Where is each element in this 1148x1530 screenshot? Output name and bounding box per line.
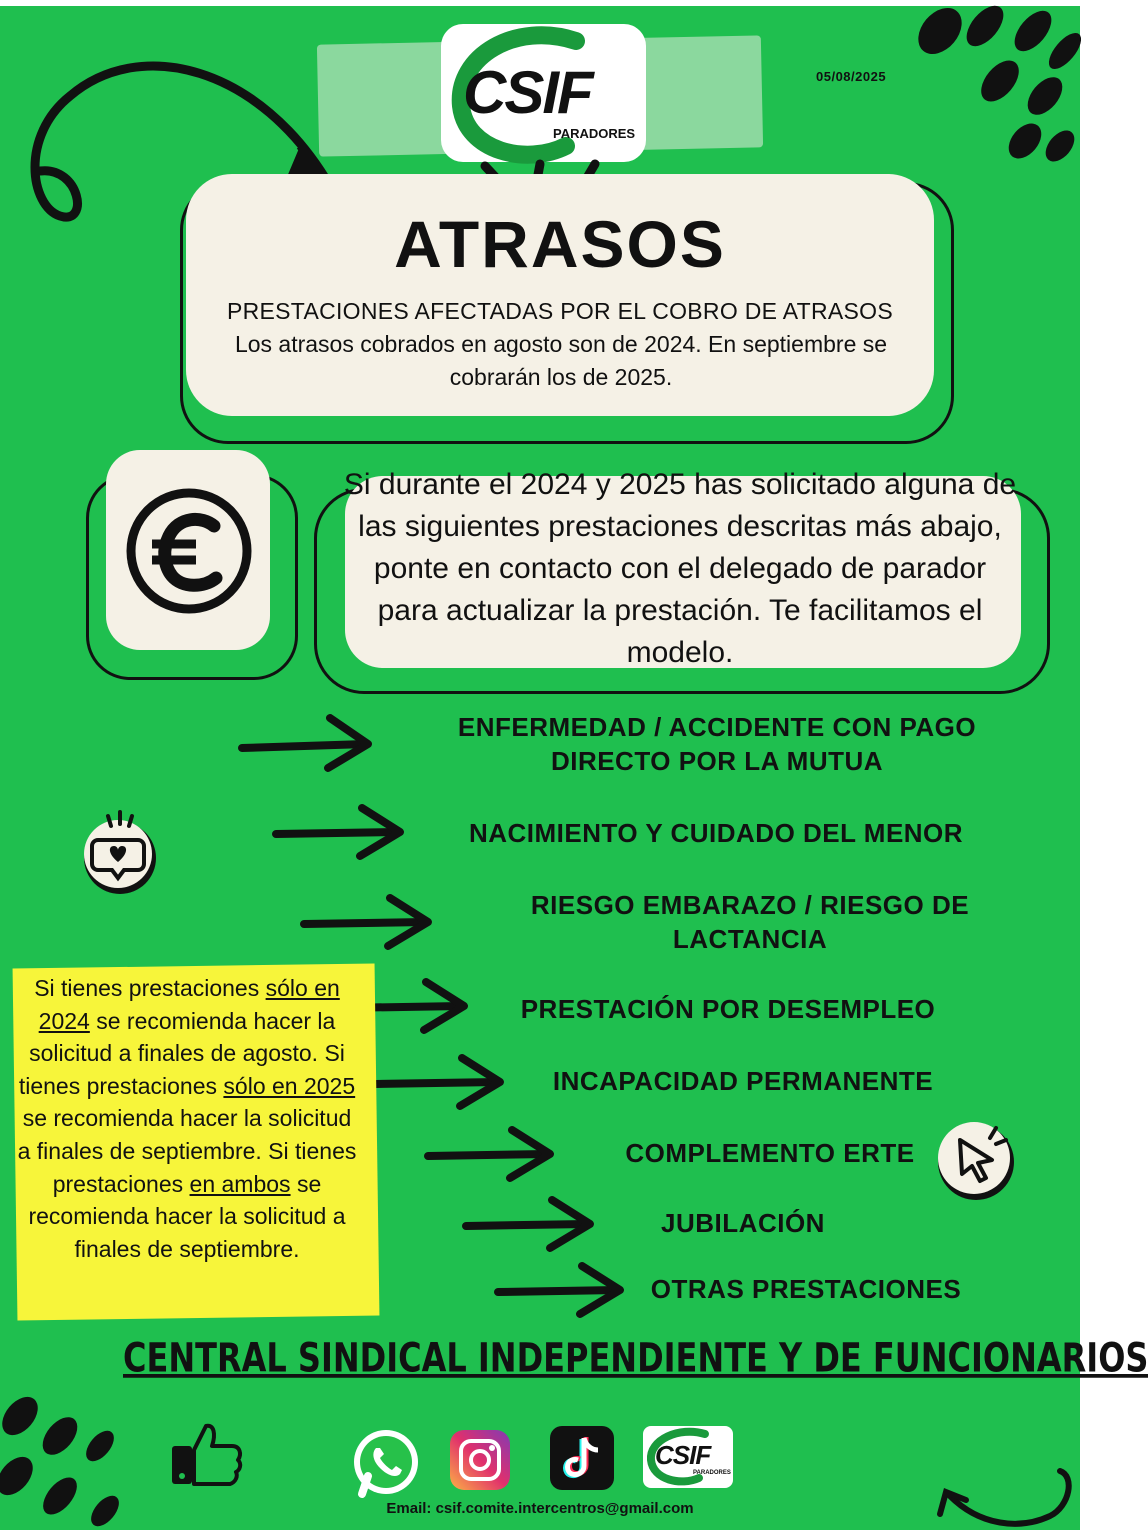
arrow-icon xyxy=(304,898,428,946)
benefit-item: COMPLEMENTO ERTE xyxy=(625,1138,915,1168)
whatsapp-icon[interactable] xyxy=(350,1428,422,1500)
cursor-click-icon xyxy=(930,1110,1022,1204)
benefit-item: NACIMIENTO Y CUIDADO DEL MENOR xyxy=(468,818,964,848)
small-logo-subtitle: PARADORES xyxy=(693,1470,731,1476)
info-text: Si durante el 2024 y 2025 has solicitado alguna de las siguientes prestaciones descritas más abajo, ponte en contacto con el delegado de parador para actualizar la prestación. Te facilitamos el modelo. xyxy=(343,468,1017,669)
benefit-item: PRESTACIÓN POR DESEMPLEO xyxy=(520,994,936,1024)
organization-name: CENTRAL SINDICAL INDEPENDIENTE Y DE FUNCIONARIOS xyxy=(123,1334,1148,1382)
benefit-item: JUBILACIÓN xyxy=(661,1208,825,1238)
arrow-icon xyxy=(498,1266,620,1314)
benefit-item: RIESGO EMBARAZO / RIESGO DE LACTANCIA xyxy=(530,890,970,954)
arrow-icon xyxy=(242,718,368,768)
benefit-item: ENFERMEDAD / ACCIDENTE CON PAGO DIRECTO POR LA MUTUA xyxy=(457,712,977,776)
tiktok-icon[interactable] xyxy=(550,1426,614,1490)
arrow-icon xyxy=(276,808,400,856)
sticky-note-text: Si tienes prestaciones sólo en 2024 se recomienda hacer la solicitud a finales de agosto. Si tienes prestaciones sólo en 2025 se recomienda hacer la solicitud a finales de septiembre. Si tienes prestaciones en ambos se recomienda hacer la solicitud a finales de septiembre. xyxy=(17,975,357,1262)
date: 05/08/2025 xyxy=(816,69,887,84)
poster xyxy=(0,6,1148,1530)
arrow-icon xyxy=(428,1130,550,1178)
facebook-like-icon[interactable] xyxy=(166,1420,246,1490)
small-logo-text: CSIF xyxy=(655,1440,711,1470)
heart-chat-icon xyxy=(78,806,164,898)
page-subtitle: PRESTACIONES AFECTADAS POR EL COBRO DE ATRASOS xyxy=(226,298,894,324)
logo-subtitle: PARADORES xyxy=(553,126,636,141)
page-title: ATRASOS xyxy=(394,207,726,281)
curl-arrow-decoration xyxy=(930,1456,1080,1530)
intro-text: Los atrasos cobrados en agosto son de 2024. En septiembre se cobrarán los de 2025. xyxy=(234,331,888,390)
arrow-icon xyxy=(376,1058,500,1106)
arrow-icon xyxy=(466,1200,590,1248)
benefit-item: INCAPACIDAD PERMANENTE xyxy=(552,1066,934,1096)
instagram-icon[interactable] xyxy=(448,1428,512,1492)
dots-decoration-bottom xyxy=(0,1386,140,1530)
logo-text: CSIF xyxy=(463,59,592,126)
csif-logo-icon[interactable] xyxy=(643,1426,733,1488)
email-link[interactable]: Email: csif.comite.intercentros@gmail.com xyxy=(386,1500,694,1517)
benefit-item: OTRAS PRESTACIONES xyxy=(650,1274,962,1304)
